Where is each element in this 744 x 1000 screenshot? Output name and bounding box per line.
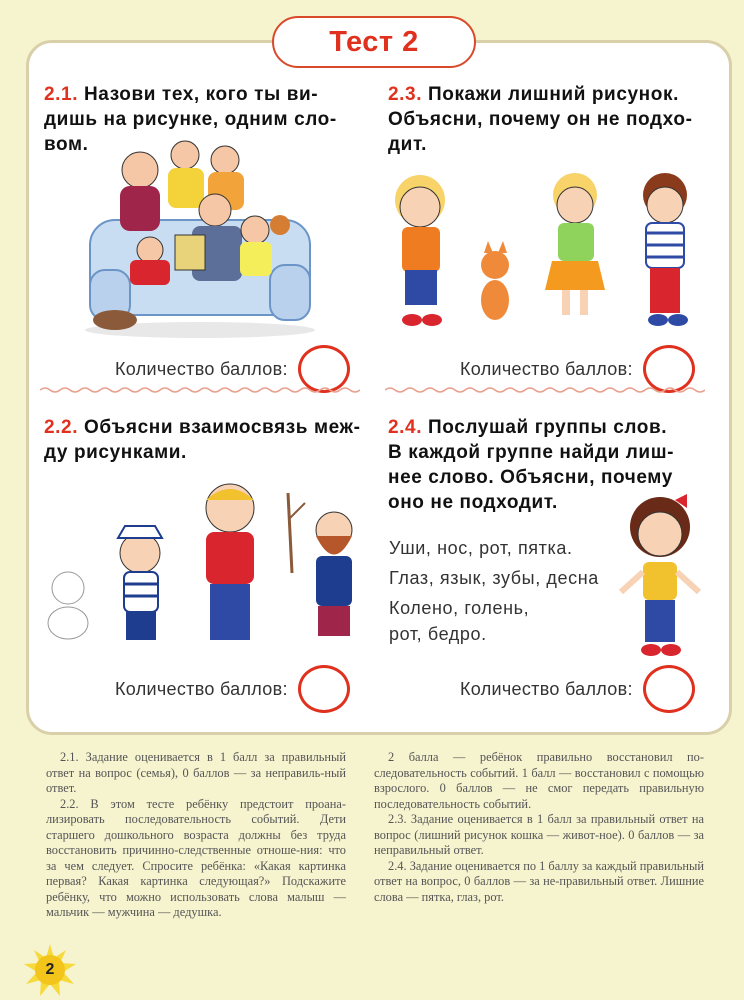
task-2-2-line: ду рисунками. — [44, 442, 187, 463]
task-2-4-line: нее слово. Объясни, почему — [388, 467, 673, 488]
score-label: Количество баллов: — [115, 678, 288, 699]
life-stages-illustration — [40, 478, 360, 648]
note-paragraph: 2.1. Задание оценивается в 1 балл за правильный ответ на вопрос (семья), 0 баллов — за неправиль-ный ответ. — [46, 750, 346, 795]
task-2-3-heading — [388, 82, 693, 157]
note-paragraph: 2 балла — ребёнок правильно восстановил по-следовательность событий. 1 балл — восстановил с помощью взрослого. 0 баллов — не смог передать правильную последовательность событий. — [374, 750, 704, 811]
task-2-4-line: В каждой группе найди лиш- — [388, 442, 675, 463]
wavy-divider — [385, 386, 705, 394]
task-2-4-line: оно не подходит. — [388, 492, 558, 513]
page-title: Тест 2 — [272, 16, 476, 68]
word-group-2: Глаз, язык, зубы, десна — [389, 568, 599, 588]
task-2-2-number: 2.2. — [44, 417, 79, 438]
task-2-1-line: дишь на рисунке, одним сло- — [44, 109, 337, 130]
score-row-2-4 — [460, 665, 695, 713]
task-2-3-number: 2.3. — [388, 84, 423, 105]
notes-left — [46, 750, 346, 921]
task-2-2-heading — [44, 415, 361, 465]
score-label: Количество баллов: — [460, 678, 633, 699]
word-group-3-cont: рот, бедро. — [389, 624, 487, 644]
task-2-1-line: вом. — [44, 134, 89, 155]
task-2-4-line: Послушай группы слов. — [427, 417, 668, 438]
task-2-3-line: Объясни, почему он не подхо- — [388, 109, 693, 130]
task-2-3-line: Покажи лишний рисунок. — [427, 84, 679, 105]
score-row-2-2 — [115, 665, 350, 713]
task-2-2-line: Объясни взаимосвязь меж- — [83, 417, 361, 438]
task-2-1-line: Назови тех, кого ты ви- — [83, 84, 319, 105]
page-number — [22, 942, 78, 998]
task-2-1-number: 2.1. — [44, 84, 79, 105]
score-circle-2-2[interactable] — [298, 665, 350, 713]
word-group-3: Колено, голень, — [389, 598, 530, 618]
task-2-3-line: дит. — [388, 134, 428, 155]
score-label: Количество баллов: — [460, 358, 633, 379]
note-paragraph: 2.3. Задание оценивается в 1 балл за правильный ответ на вопрос (лишний рисунок кошка — живот-ное). 0 баллов — за неправильный ответ. — [374, 812, 704, 857]
note-paragraph: 2.4. Задание оценивается по 1 баллу за каждый правильный ответ на вопрос, 0 баллов — за не-правильный ответ. Лишние слова — пятка, глаз, рот. — [374, 858, 704, 904]
task-2-4-number: 2.4. — [388, 417, 423, 438]
odd-one-out-illustration — [380, 165, 710, 335]
score-circle-2-4[interactable] — [643, 665, 695, 713]
word-group-1: Уши, нос, рот, пятка. — [389, 538, 573, 558]
notes-right — [374, 750, 704, 905]
wavy-divider — [40, 386, 360, 394]
family-illustration — [80, 140, 320, 340]
score-label: Количество баллов: — [115, 358, 288, 379]
girl-illustration — [615, 492, 705, 662]
note-paragraph: 2.2. В этом тесте ребёнку предстоит проана-лизировать последовательность событий. Дети старшего дошкольного возраста должны без труда восстановить причинно-следственные отноше-ния: что за чем следует. Спросите ребёнка: «Какая картинка первая? Какая картинка следующая?» Подскажите ребёнку, что можно использовать слова малыш — мальчик — мужчина — дедушка. — [46, 796, 346, 919]
page-number-text: 2 — [45, 961, 55, 978]
